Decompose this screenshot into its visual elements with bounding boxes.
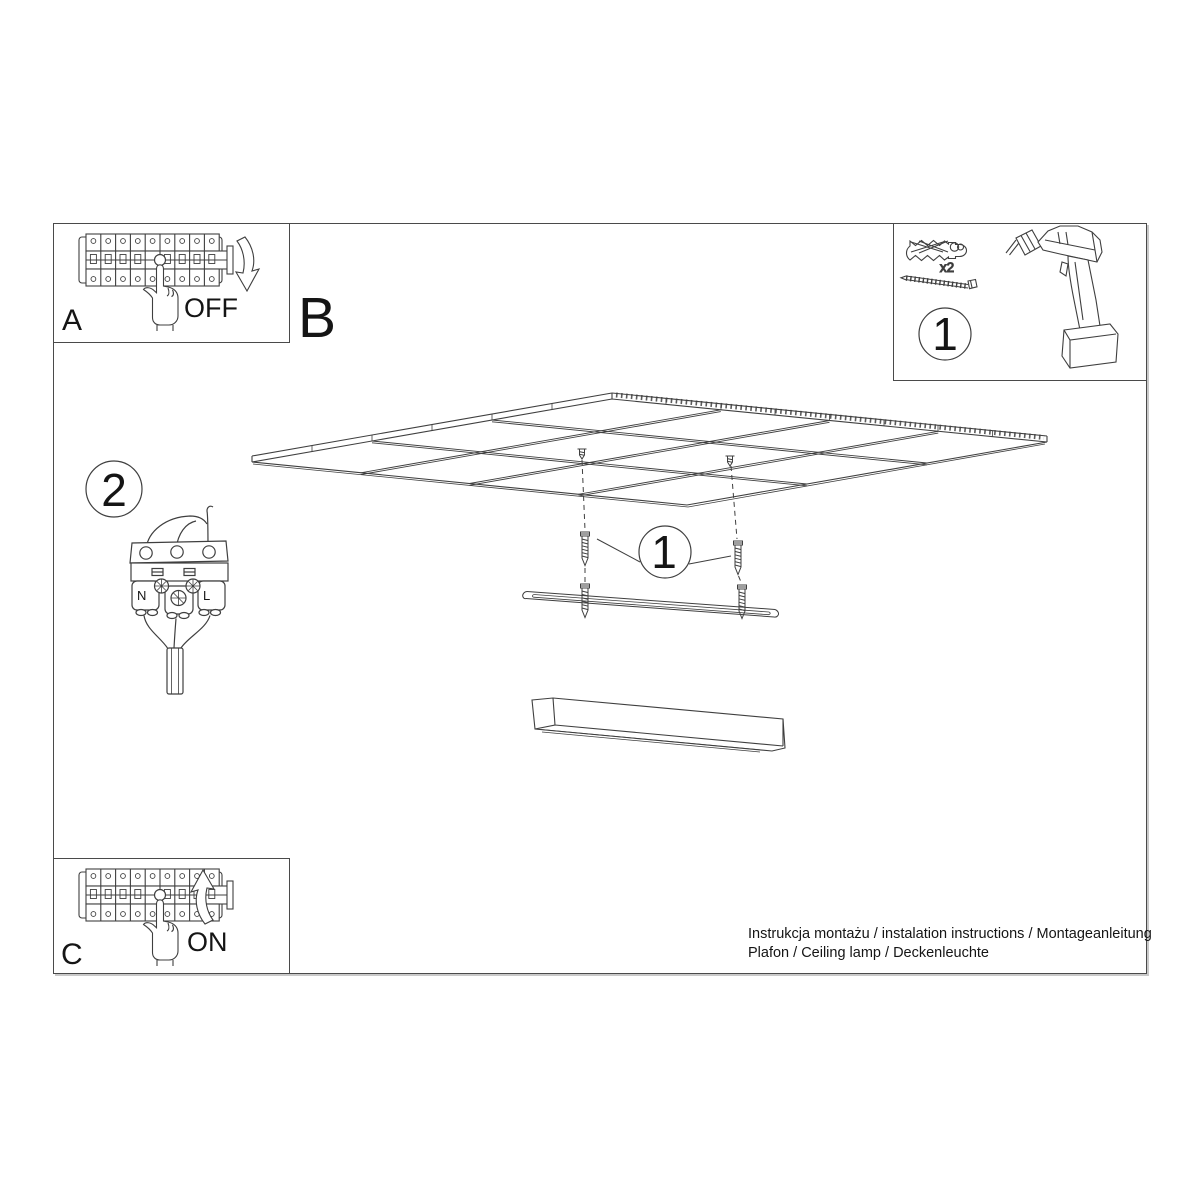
lamp-fixture-icon: [532, 698, 785, 752]
plug-qty-label: x2: [939, 260, 955, 275]
screw-icon: [901, 276, 977, 289]
drill-icon: [1006, 226, 1118, 368]
wire: [144, 616, 168, 649]
ceiling-grid-icon: [252, 393, 1047, 507]
anchors-number: 1: [651, 526, 677, 578]
terminal-n-label: N: [137, 588, 147, 603]
mounting-screw-icon: [734, 541, 743, 575]
mounting-screw-icon: [581, 532, 590, 566]
ceiling-anchor-point: [726, 456, 735, 466]
step-c-label: C: [61, 938, 83, 971]
on-label: ON: [187, 927, 228, 957]
tools-number: 1: [932, 308, 958, 360]
off-label: OFF: [184, 293, 238, 323]
wall-plug-icon: [907, 241, 967, 261]
step-a-label: A: [62, 304, 83, 337]
step-b-label: B: [298, 286, 337, 350]
wire: [181, 616, 210, 649]
curved-arrow-down-icon: [236, 237, 259, 291]
mounting-screw-icon: [738, 585, 747, 619]
wiring-number: 2: [101, 464, 127, 516]
wire: [174, 619, 176, 649]
footer-line-1: Instrukcja montażu / instalation instructions / Montageanleitung: [748, 926, 1152, 942]
ceiling-anchor-point: [578, 449, 587, 459]
terminal-l-label: L: [203, 588, 211, 603]
footer-line-2: Plafon / Ceiling lamp / Deckenleuchte: [748, 945, 989, 961]
